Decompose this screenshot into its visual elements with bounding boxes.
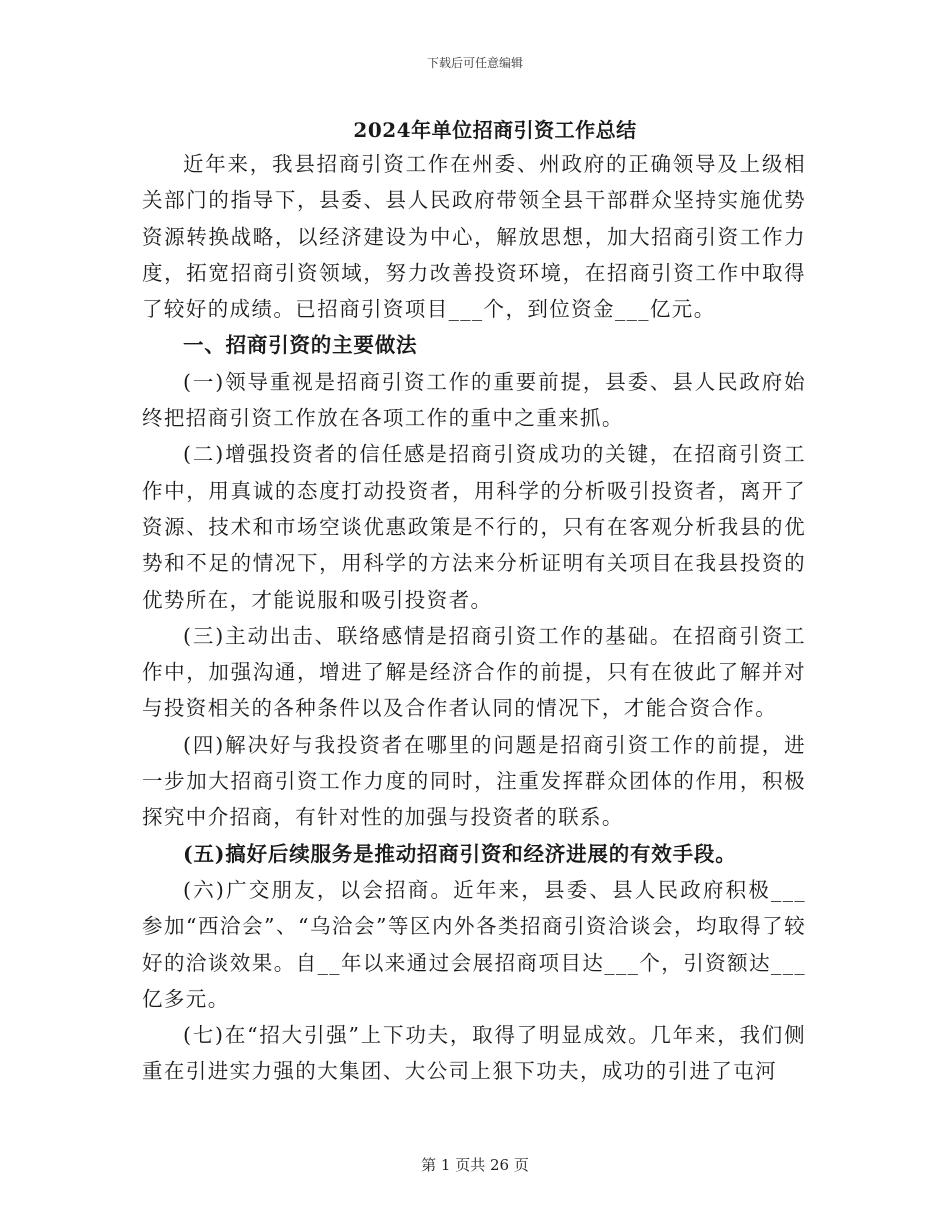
paragraph-intro: 近年来，我县招商引资工作在州委、州政府的正确领导及上级相关部门的指导下，县委、县人民政府带领全县干部群众坚持实施优势资源转换战略，以经济建设为中心，解放思想，加大招商引资工作力度，拓宽招商引资领域，努力改善投资环境，在招商引资工作中取得了较好的成绩。已招商引资项目___个，到位资金___亿元。 [142, 152, 806, 322]
document-title: 2024年单位招商引资工作总结 [353, 118, 637, 142]
paragraph-item-7: (七)在“招大引强”上下功夫，取得了明显成效。几年来，我们侧重在引进实力强的大集团、大公司上狠下功夫，成功的引进了屯河 [142, 1023, 806, 1084]
header-note: 下载后可任意编辑 [426, 56, 523, 70]
document-body [142, 146, 806, 1090]
paragraph-item-4: (四)解决好与我投资者在哪里的问题是招商引资工作的前提，进一步加大招商引资工作力度的同时，注重发挥群众团体的作用，积极探究中介招商，有针对性的加强与投资者的联系。 [142, 732, 806, 830]
section-heading: 一、招商引资的主要做法 [183, 333, 418, 358]
paragraph-item-5: (五)搞好后续服务是推动招商引资和经济进展的有效手段。 [183, 841, 737, 866]
page-number-footer: 第 1 页共 26 页 [421, 1156, 529, 1174]
paragraph-item-1: (一)领导重视是招商引资工作的重要前提，县委、县人民政府始终把招商引资工作放在各项工作的重中之重来抓。 [142, 369, 806, 431]
paragraph-item-2: (二)增强投资者的信任感是招商引资成功的关键，在招商引资工作中，用真诚的态度打动投资者，用科学的分析吸引投资者，离开了资源、技术和市场空谈优惠政策是不行的，只有在客观分析我县的优势和不足的情况下，用科学的方法来分析证明有关项目在我县投资的优势所在，才能说服和吸引投资者。 [142, 442, 806, 612]
paragraph-item-3: (三)主动出击、联络感情是招商引资工作的基础。在招商引资工作中，加强沟通，增进了解是经济合作的前提，只有在彼此了解并对与投资相关的各种条件以及合作者认同的情况下，才能合资合作。 [142, 623, 806, 721]
paragraph-item-6: (六)广交朋友，以会招商。近年来，县委、县人民政府积极___参加“西洽会”、“乌洽会”等区内外各类招商引资洽谈会，均取得了较好的洽谈效果。自__年以来通过会展招商项目达___个，引资额达___亿多元。 [142, 877, 806, 1011]
